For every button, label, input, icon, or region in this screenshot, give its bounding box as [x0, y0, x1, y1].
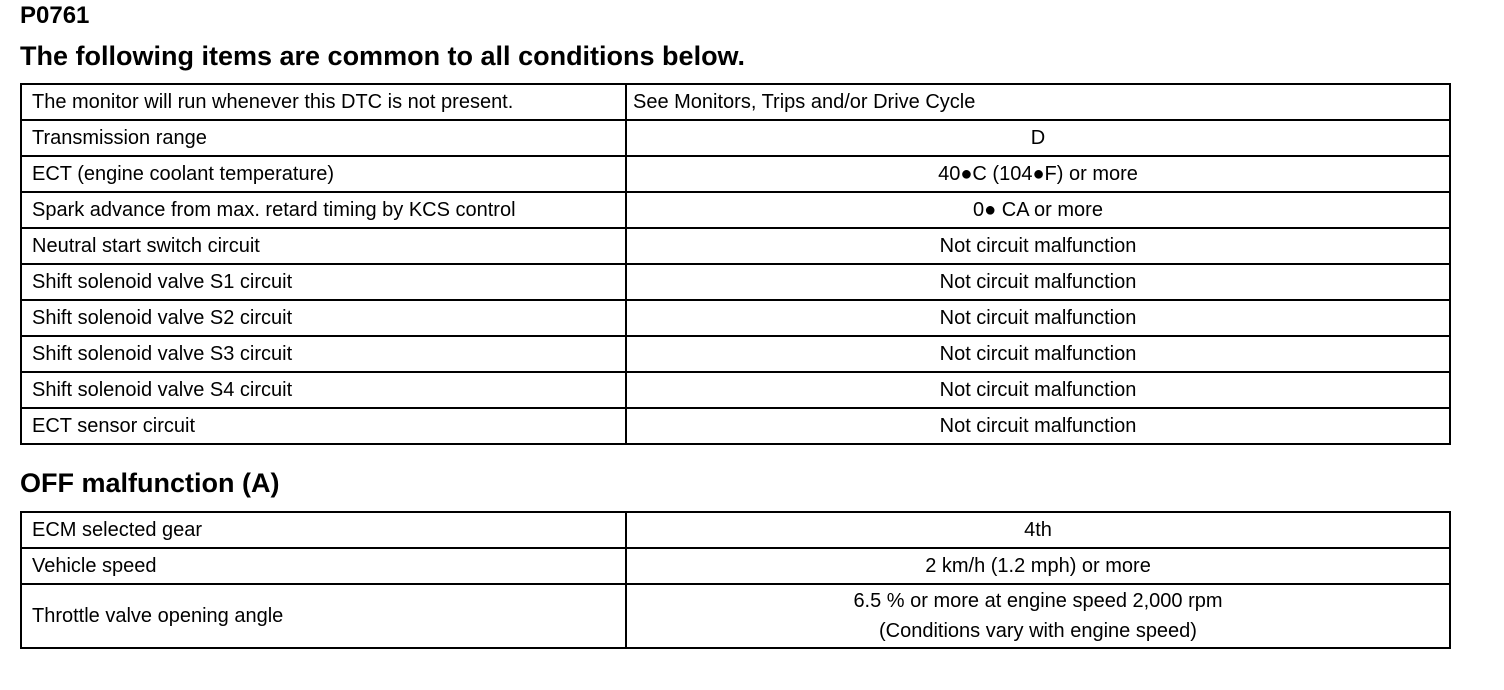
- table-row: [21, 120, 1450, 156]
- row-label: Shift solenoid valve S2 circuit: [21, 300, 626, 336]
- row-value: Not circuit malfunction: [626, 336, 1450, 372]
- row-value: Not circuit malfunction: [626, 228, 1450, 264]
- row-label: Transmission range: [21, 120, 626, 156]
- row-value: Not circuit malfunction: [626, 408, 1450, 444]
- row-label: Shift solenoid valve S4 circuit: [21, 372, 626, 408]
- row-value: [626, 584, 1450, 648]
- table-row: [21, 584, 1450, 648]
- off-malfunction-table: [20, 511, 1451, 649]
- table-row: [21, 264, 1450, 300]
- row-label: ECT (engine coolant temperature): [21, 156, 626, 192]
- row-label: Vehicle speed: [21, 548, 626, 584]
- table-row: [21, 336, 1450, 372]
- row-label: Neutral start switch circuit: [21, 228, 626, 264]
- row-value: 0● CA or more: [626, 192, 1450, 228]
- table-row: [21, 192, 1450, 228]
- common-conditions-table: [20, 83, 1451, 445]
- row-label: The monitor will run whenever this DTC is not present.: [21, 84, 626, 120]
- table-row: [21, 228, 1450, 264]
- table-row: [21, 408, 1450, 444]
- table-row: [21, 156, 1450, 192]
- common-conditions-heading: The following items are common to all conditions below.: [20, 41, 746, 71]
- row-value-line-1: 6.5 % or more at engine speed 2,000 rpm: [853, 590, 1223, 612]
- row-value-line-2: (Conditions vary with engine speed): [879, 620, 1197, 642]
- row-value: 2 km/h (1.2 mph) or more: [626, 548, 1450, 584]
- row-value: Not circuit malfunction: [626, 372, 1450, 408]
- row-label: ECM selected gear: [21, 512, 626, 548]
- table-row: [21, 512, 1450, 548]
- table-row: [21, 548, 1450, 584]
- row-label: Throttle valve opening angle: [21, 584, 626, 648]
- table-row: [21, 300, 1450, 336]
- row-label: Spark advance from max. retard timing by KCS control: [21, 192, 626, 228]
- table-row: [21, 84, 1450, 120]
- row-value: D: [626, 120, 1450, 156]
- table-row: [21, 372, 1450, 408]
- row-label: ECT sensor circuit: [21, 408, 626, 444]
- row-label: Shift solenoid valve S3 circuit: [21, 336, 626, 372]
- row-value: 40●C (104●F) or more: [626, 156, 1450, 192]
- row-label: Shift solenoid valve S1 circuit: [21, 264, 626, 300]
- row-value: See Monitors, Trips and/or Drive Cycle: [626, 84, 1450, 120]
- row-value: 4th: [626, 512, 1450, 548]
- row-value: Not circuit malfunction: [626, 300, 1450, 336]
- row-value: Not circuit malfunction: [626, 264, 1450, 300]
- off-malfunction-heading: OFF malfunction (A): [20, 468, 280, 498]
- dtc-code: P0761: [20, 2, 90, 29]
